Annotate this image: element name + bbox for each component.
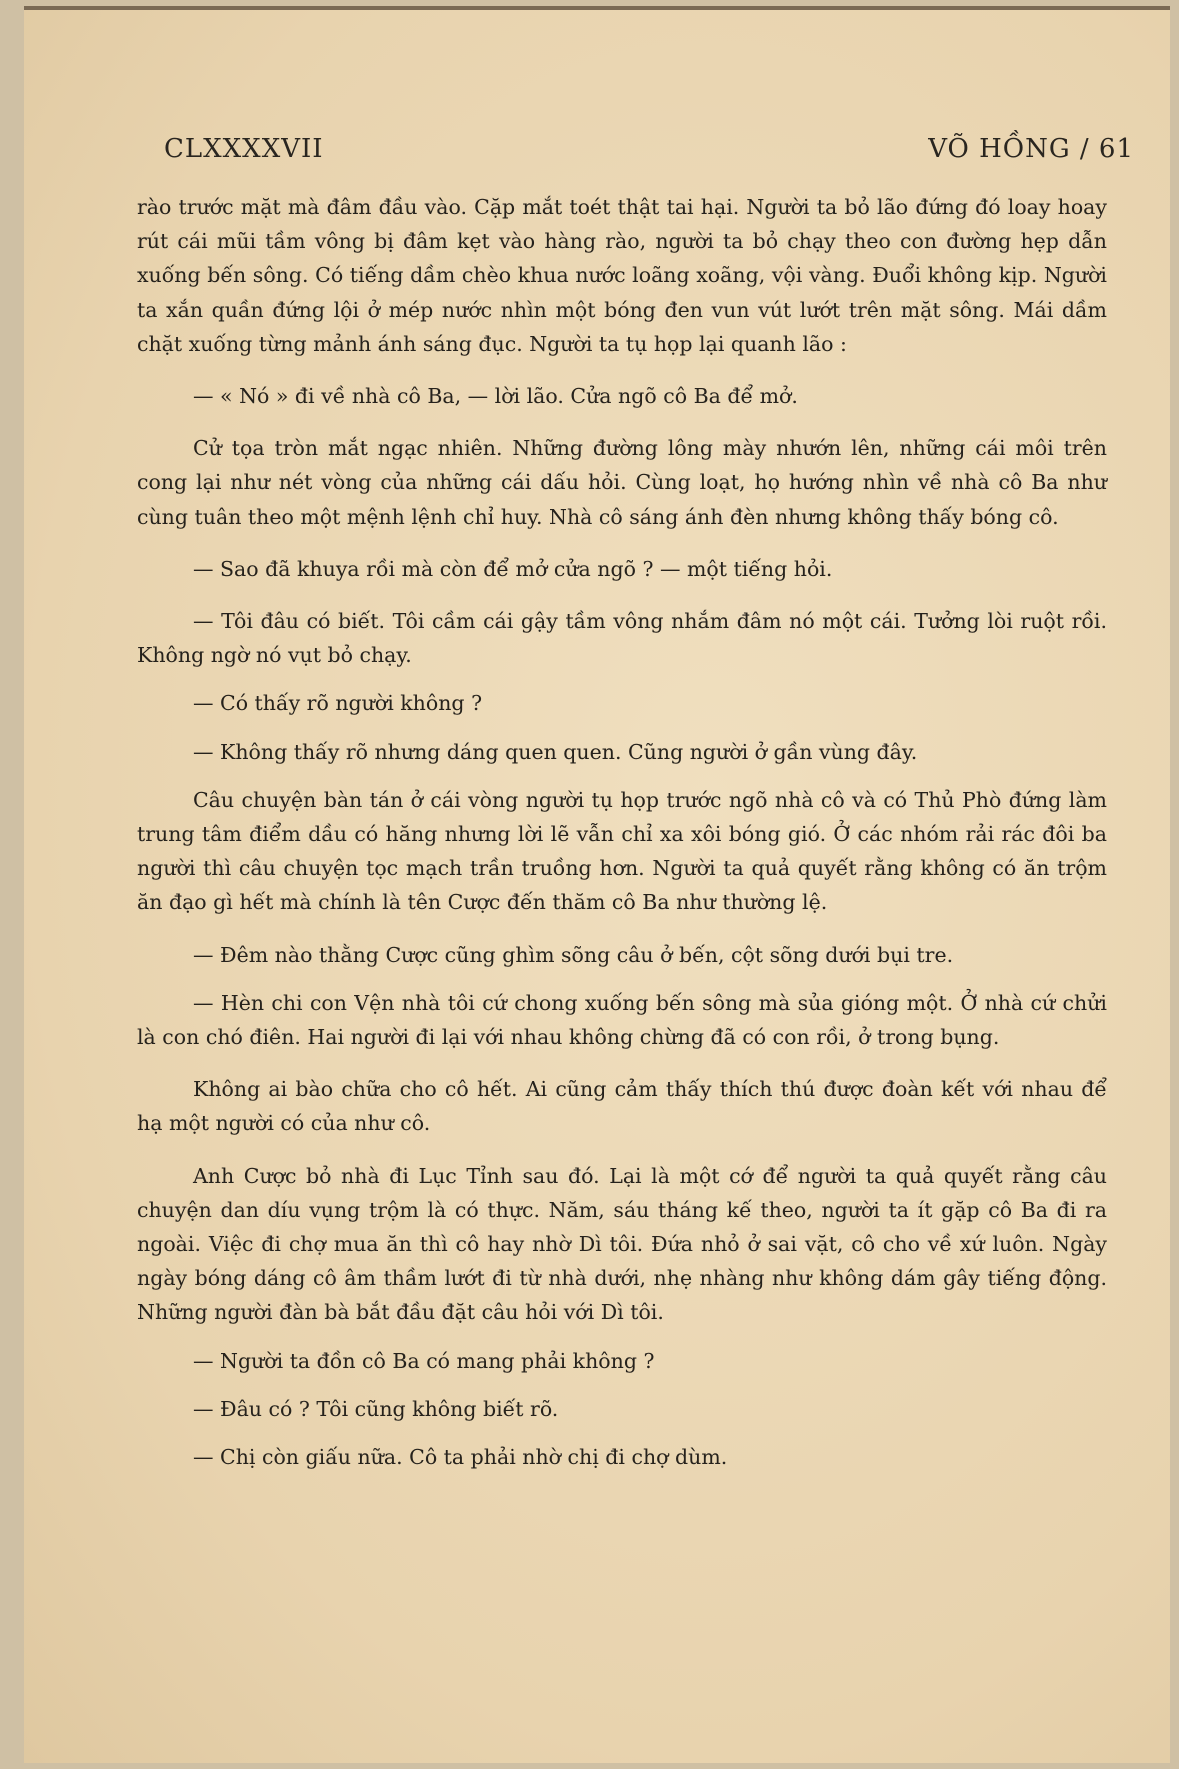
dialogue-line: — Đêm nào thằng Cược cũng ghìm sõng câu ở bến, cột sõng dưới bụi tre. [193,942,954,967]
dialogue-line: — Tôi đâu có biết. Tôi cầm cái gậy tầm vông nhắm đâm nó một cái. Tưởng lòi ruột rồi. Không ngờ nó vụt bỏ chạy. [137,609,1107,668]
paragraph: Anh Cược bỏ nhà đi Lục Tỉnh sau đó. Lại là một cớ để người ta quả quyết rằng câu chuyện dan díu vụng trộm là có thực. Năm, sáu tháng kế theo, người ta ít gặp cô Ba đi ra ngoài. Việc đi chợ mua ăn thì cô hay nhờ Dì tôi. Đứa nhỏ ở sai vặt, cô cho về xứ luôn. Ngày ngày bóng dáng cô âm thầm lướt đi từ nhà dưới, nhẹ nhàng như không dám gây tiếng động. Những người đàn bà bắt đầu đặt câu hỏi với Dì tôi. [137,1163,1107,1325]
dialogue-line: — Không thấy rõ nhưng dáng quen quen. Cũng người ở gần vùng đây. [193,739,918,764]
dialogue-line: — Có thấy rõ người không ? [193,691,483,716]
paragraph: Cử tọa tròn mắt ngạc nhiên. Những đường lông mày nhướn lên, những cái môi trên cong lại như nét vòng của những cái dấu hỏi. Cùng loạt, họ hướng nhìn về nhà cô Ba như cùng tuân theo một mệnh lệnh chỉ huy. Nhà cô sáng ánh đèn nhưng không thấy bóng cô. [137,436,1107,529]
dialogue-line: — Đâu có ? Tôi cũng không biết rõ. [193,1396,559,1421]
running-title: CLXXXXVII [164,134,324,164]
dialogue-line: — Chị còn giấu nữa. Cô ta phải nhờ chị đi chợ dùm. [193,1445,728,1470]
dialogue-line: — Người ta đồn cô Ba có mang phải không ? [193,1348,655,1373]
page-header [164,134,1134,168]
author-page-number: VÕ HỒNG / 61 [928,134,1134,164]
dialogue-line: — Sao đã khuya rồi mà còn để mở cửa ngõ ? — một tiếng hỏi. [193,556,833,581]
dialogue-line: — Hèn chi con Vện nhà tôi cứ chong xuống bến sông mà sủa gióng một. Ở nhà cứ chửi là con chó điên. Hai người đi lại với nhau không chừng đã có con rồi, ở trong bụng. [137,990,1107,1050]
page-body [137,190,1107,1474]
paragraph: Câu chuyện bàn tán ở cái vòng người tụ họp trước ngõ nhà cô và có Thủ Phò đứng làm trung tâm điểm dầu có hăng nhưng lời lẽ vẫn chỉ xa xôi bóng gió. Ở các nhóm rải rác đôi ba người thì câu chuyện tọc mạch trần truồng hơn. Người ta quả quyết rằng không có ăn trộm ăn đạo gì hết mà chính là tên Cược đến thăm cô Ba như thường lệ. [137,787,1107,915]
dialogue-line: — « Nó » đi về nhà cô Ba, — lời lão. Cửa ngõ cô Ba để mở. [193,384,798,409]
paragraph: rào trước mặt mà đâm đầu vào. Cặp mắt toét thật tai hại. Người ta bỏ lão đứng đó loay hoay rút cái mũi tầm vông bị đâm kẹt vào hàng rào, người ta bỏ chạy theo con đường hẹp dẫn xuống bến sông. Có tiếng dầm chèo khua nước loãng xoãng, vội vàng. Đuổi không kịp. Người ta xắn quần đứng lội ở mép nước nhìn một bóng đen vun vút lướt trên mặt sông. Mái dầm chặt xuống từng mảnh ánh sáng đục. Người ta tụ họp lại quanh lão : [137,195,1107,356]
paragraph: Không ai bào chữa cho cô hết. Ai cũng cảm thấy thích thú được đoàn kết với nhau để hạ một người có của như cô. [137,1077,1107,1136]
